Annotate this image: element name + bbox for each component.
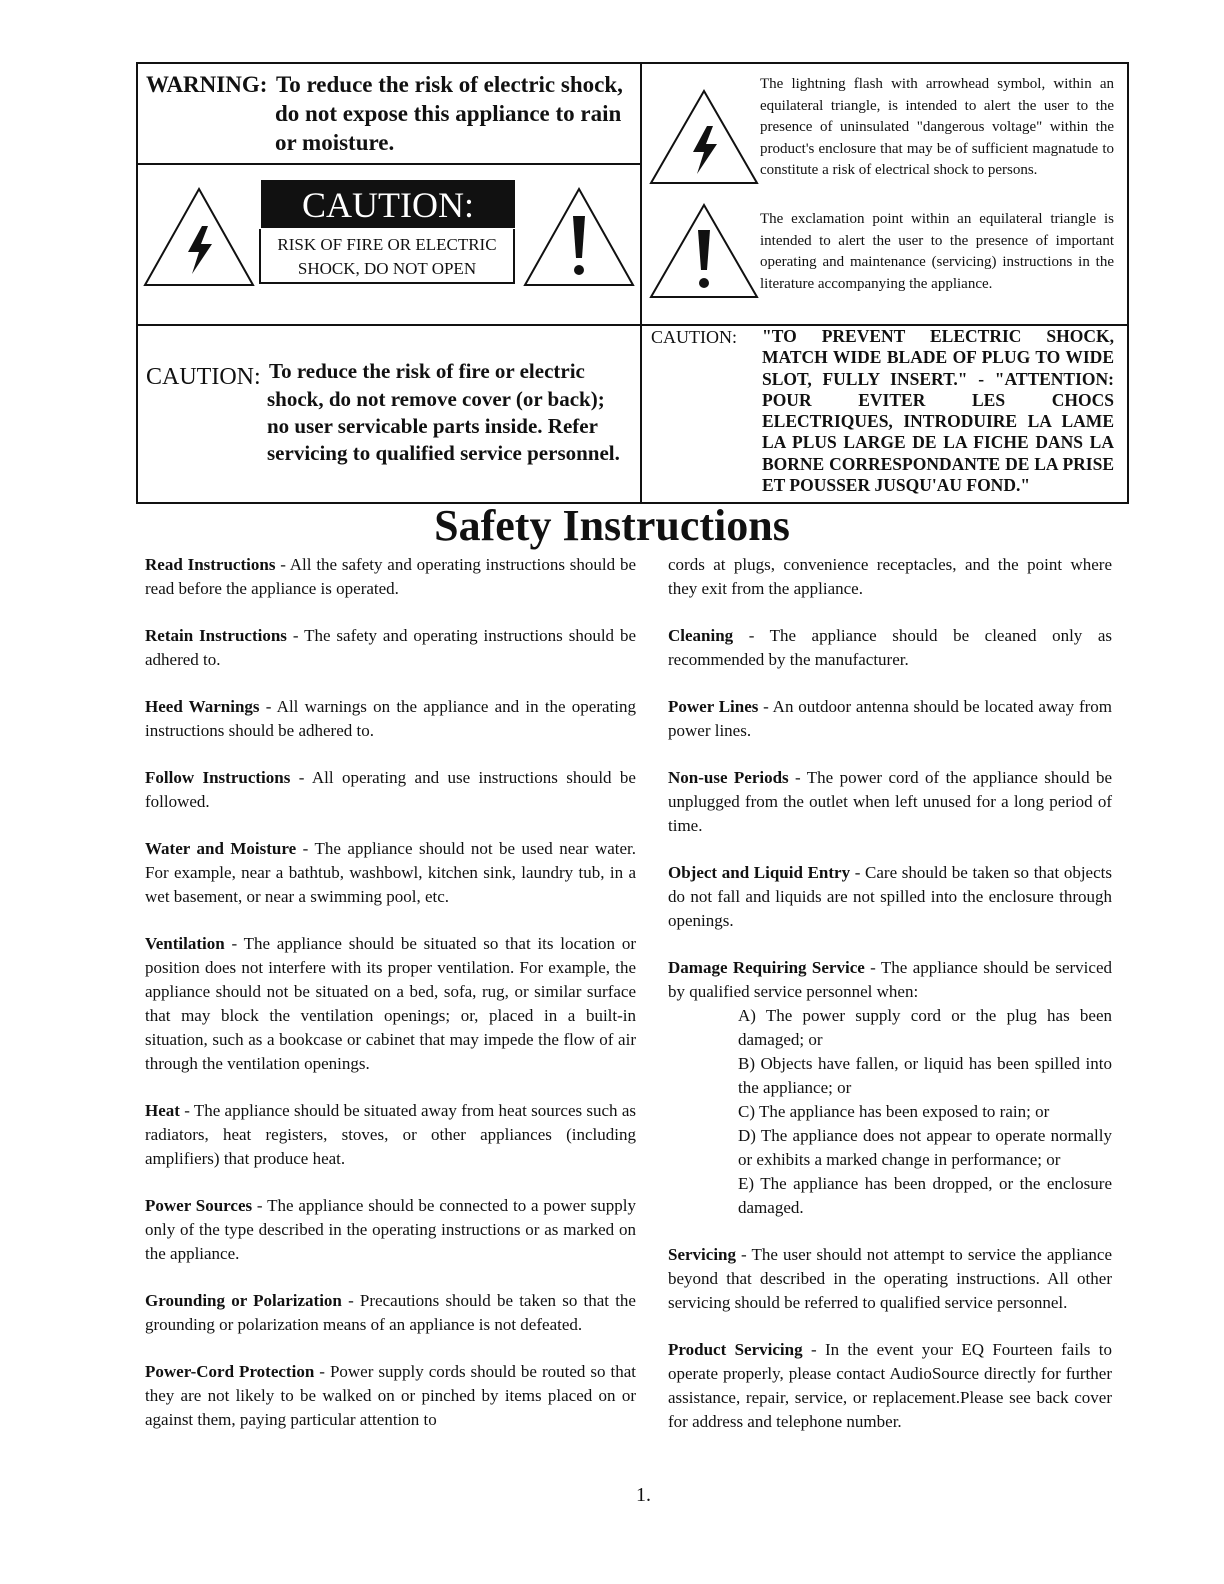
- item-grounding: Grounding or Polarization - Precautions should be taken so that the grounding or polarization means of an appliance is not defeated.: [145, 1291, 636, 1334]
- box-left-div1: [136, 163, 642, 165]
- caution-cover-line3: no user servicable parts inside. Refer: [267, 414, 598, 438]
- item-heat: Heat - The appliance should be situated away from heat sources such as radiators, heat registers, stoves, or other appliances (including amplifiers) that produce heat.: [145, 1101, 636, 1168]
- item-power-lines: Power Lines - An outdoor antenna should be located away from power lines.: [668, 697, 1113, 740]
- exclamation-explanation: The exclamation point within an equilateral triangle is intended to alert the user to the presence of important operating and maintenance (servicing) instructions in the literature accompanying the appliance.: [760, 211, 1114, 292]
- item-retain-instructions: Retain Instructions - The safety and operating instructions should be adhered to.: [145, 626, 636, 669]
- item-read-instructions: Read Instructions - All the safety and operating instructions should be read before the appliance is operated.: [145, 555, 637, 598]
- caution-cover-line2: shock, do not remove cover (or back);: [267, 387, 605, 411]
- warning-label: WARNING:: [146, 72, 268, 97]
- caution-sub-line1: RISK OF FIRE OR ELECTRIC: [277, 235, 497, 254]
- item-servicing: Servicing - The user should not attempt to service the appliance beyond that described in the operating instructions. All other servicing should be referred to qualified service personnel.: [668, 1245, 1112, 1312]
- page-title: Safety Instructions: [434, 501, 790, 550]
- caution-banner: CAUTION:: [261, 180, 515, 228]
- damage-item-c: C) The appliance has been exposed to rain; or: [738, 1102, 1050, 1121]
- box-left: [136, 62, 138, 504]
- caution-plug-label: CAUTION:: [651, 327, 737, 347]
- item-product-servicing: Product Servicing - In the event your EQ Fourteen fails to operate properly, please contact AudioSource directly for further assistance, repair, service, or replacement.Please see back cover for address and telephone number.: [668, 1340, 1112, 1431]
- damage-item-e: E) The appliance has been dropped, or the enclosure damaged.: [738, 1174, 1112, 1217]
- exclamation-triangle-icon: [522, 186, 636, 288]
- damage-list: [738, 1004, 1112, 1220]
- lightning-triangle-icon: [142, 186, 256, 288]
- lightning-explanation: The lightning flash with arrowhead symbol, within an equilateral triangle, is intended to alert the user to the presence of uninsulated "dangerous voltage" within the product's enclosure that may be of sufficient magnatude to constitute a risk of electrical shock to persons.: [760, 76, 1114, 178]
- item-power-cord-continued: cords at plugs, convenience receptacles, and the point where they exit from the appliance.: [668, 555, 1112, 598]
- box-left-div2: [136, 324, 642, 326]
- box-middle: [640, 62, 642, 504]
- warning-line3: or moisture.: [275, 130, 395, 155]
- caution-cover-label: CAUTION:: [146, 364, 261, 390]
- item-power-cord: Power-Cord Protection - Power supply cords should be routed so that they are not likely to be walked on or pinched by items placed on or against them, paying particular attention to: [145, 1362, 636, 1429]
- item-ventilation: Ventilation - The appliance should be situated so that its location or position does not interfere with its proper ventilation. For example, the appliance should not be situated on a bed, sofa, rug, or similar surface that may block the ventilation openings; or, placed in a built-in situation, such as a bookcase or cabinet that may impede the flow of air through the ventilation openings.: [145, 934, 636, 1073]
- item-damage: Damage Requiring Service - The appliance should be serviced by qualified service personnel when:: [668, 958, 1112, 1001]
- warning-line2: do not expose this appliance to rain: [275, 101, 622, 126]
- item-heed-warnings: Heed Warnings - All warnings on the appliance and in the operating instructions should be adhered to.: [145, 697, 636, 740]
- damage-item-d: D) The appliance does not appear to operate normally or exhibits a marked change in performance; or: [738, 1126, 1112, 1169]
- item-non-use: Non-use Periods - The power cord of the appliance should be unplugged from the outlet when left unused for a long period of time.: [668, 768, 1113, 835]
- right-column: [668, 553, 1112, 1457]
- damage-item-b: B) Objects have fallen, or liquid has been spilled into the appliance; or: [738, 1054, 1112, 1097]
- caution-cover-line4: servicing to qualified service personnel.: [267, 441, 620, 465]
- caution-plug-text: "TO PREVENT ELECTRIC SHOCK, MATCH WIDE BLADE OF PLUG TO WIDE SLOT, FULLY INSERT." - "ATTENTION: POUR EVITER LES CHOCS ELECTRIQUES, INTRODUIRE LA LAME LA PLUS LARGE DE LA FICHE DANS LA BORNE CORRESPONDANTE DE LA PRISE ET POUSSER JUSQU'AU FOND.": [762, 326, 1114, 496]
- item-follow-instructions: Follow Instructions - All operating and use instructions should be followed.: [145, 768, 636, 811]
- exclamation-triangle-icon-small: [648, 202, 760, 300]
- item-water-moisture: Water and Moisture - The appliance should not be used near water. For example, near a bathtub, washbowl, kitchen sink, laundry tub, in a wet basement, or near a swimming pool, etc.: [145, 839, 637, 906]
- left-column: [145, 553, 636, 1455]
- caution-sub-label: [259, 229, 515, 284]
- item-object-entry: Object and Liquid Entry - Care should be taken so that objects do not fall and liquids are not spilled into the enclosure through openings.: [668, 863, 1112, 930]
- item-cleaning: Cleaning - The appliance should be cleaned only as recommended by the manufacturer.: [668, 626, 1112, 669]
- box-right: [1127, 62, 1129, 504]
- item-power-sources: Power Sources - The appliance should be connected to a power supply only of the type described in the operating instructions or as marked on the appliance.: [145, 1196, 636, 1263]
- page-number: 1.: [636, 1484, 651, 1506]
- caution-sub-line2: SHOCK, DO NOT OPEN: [297, 259, 477, 278]
- box-top: [136, 62, 1129, 64]
- lightning-triangle-icon-small: [648, 88, 760, 186]
- warning-line1: To reduce the risk of electric shock,: [276, 72, 623, 97]
- damage-item-a: A) The power supply cord or the plug has been damaged; or: [738, 1006, 1112, 1049]
- caution-cover-line1: To reduce the risk of fire or electric: [269, 359, 585, 383]
